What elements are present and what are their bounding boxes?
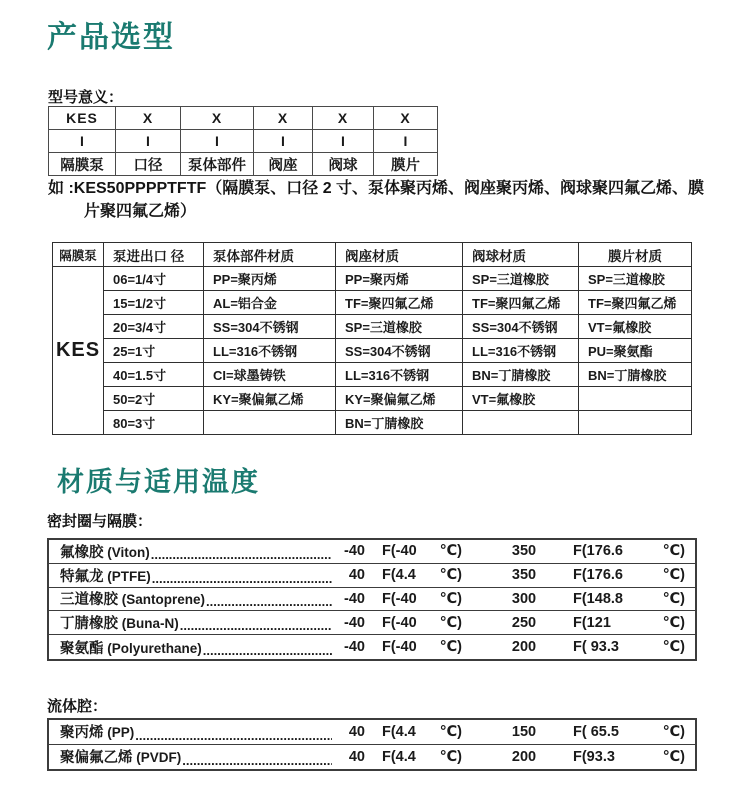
code-cell: X — [116, 107, 181, 130]
series-code-cell: KES — [53, 267, 104, 435]
high-temp-f: 300 — [511, 590, 537, 607]
material-name-en: (PP) — [103, 725, 135, 741]
selection-cell: 15=1/2寸 — [104, 291, 204, 315]
low-temp-f: -40 — [344, 543, 365, 560]
temp-row — [49, 540, 695, 564]
selection-cell: SS=304不锈钢 — [204, 315, 336, 339]
code-cell: 阀球 — [313, 153, 374, 176]
selection-cell: BN=丁腈橡胶 — [579, 363, 692, 387]
temp-row — [49, 720, 695, 745]
table-row — [49, 107, 438, 130]
low-temp-c-unit: ℃) — [439, 567, 462, 584]
dot-leader — [206, 593, 332, 610]
high-temp-f: 200 — [511, 639, 537, 656]
selection-cell: AL=铝合金 — [204, 291, 336, 315]
page-title-product-selection: 产品选型 — [47, 21, 175, 54]
selection-cell: PP=聚丙烯 — [336, 267, 463, 291]
low-temp-f: 40 — [348, 748, 365, 765]
high-temp-c — [573, 567, 685, 583]
high-temp-c — [573, 724, 685, 740]
dot-leader — [151, 546, 332, 563]
low-temp-c-value: F(4.4 — [382, 723, 416, 740]
material-name — [60, 637, 202, 658]
model-example-text — [48, 177, 708, 223]
high-temp-c — [573, 749, 685, 765]
material-name-cn: 聚偏氟乙烯 — [60, 750, 133, 767]
material-name-en: (Buna-N) — [118, 616, 179, 632]
code-cell: 泵体部件 — [181, 153, 254, 176]
low-temp-c-unit: ℃) — [439, 723, 462, 740]
low-temp-c-value: F(-40 — [382, 590, 417, 607]
selection-cell — [463, 411, 579, 435]
low-temp-c-value: F(-40 — [382, 639, 417, 656]
model-code-table-body — [49, 107, 438, 176]
selection-cell: BN=丁腈橡胶 — [463, 363, 579, 387]
selection-cell: 80=3寸 — [104, 411, 204, 435]
selection-cell: SP=三道橡胶 — [463, 267, 579, 291]
selection-header-row — [53, 243, 692, 267]
low-temp-c — [382, 724, 462, 740]
low-temp-c-unit: ℃) — [439, 639, 462, 656]
material-name-en: (Polyurethane) — [103, 640, 202, 656]
selection-cell: LL=316不锈钢 — [204, 339, 336, 363]
table-row — [53, 315, 692, 339]
material-name-en: (Santoprene) — [118, 592, 206, 608]
code-cell: X — [313, 107, 374, 130]
column-header: 阀座材质 — [336, 243, 463, 267]
material-name — [60, 541, 150, 562]
high-temp-c-value: F(176.6 — [573, 543, 623, 560]
material-name-en: (PVDF) — [132, 750, 182, 766]
selection-cell: SS=304不锈钢 — [463, 315, 579, 339]
code-cell: 膜片 — [374, 153, 438, 176]
low-temp-c — [382, 591, 462, 607]
code-cell: I — [116, 130, 181, 153]
material-name-cn: 氟橡胶 — [60, 544, 104, 561]
selection-cell: 06=1/4寸 — [104, 267, 204, 291]
high-temp-f: 250 — [511, 614, 537, 631]
selection-cell: 25=1寸 — [104, 339, 204, 363]
high-temp-f: 350 — [511, 543, 537, 560]
material-name-en: (PTFE) — [103, 568, 151, 584]
low-temp-c-unit: ℃) — [439, 748, 462, 765]
selection-cell: VT=氟橡胶 — [579, 315, 692, 339]
low-temp-c — [382, 615, 462, 631]
table-row — [53, 387, 692, 411]
table-row — [53, 291, 692, 315]
code-cell: 隔膜泵 — [49, 153, 116, 176]
dot-leader — [182, 752, 332, 769]
selection-cell — [579, 411, 692, 435]
selection-cell: LL=316不锈钢 — [463, 339, 579, 363]
high-temp-c-unit: ℃) — [662, 723, 685, 740]
high-temp-f: 350 — [511, 567, 537, 584]
selection-cell: PP=聚丙烯 — [204, 267, 336, 291]
code-cell: X — [374, 107, 438, 130]
temp-row — [49, 635, 695, 659]
high-temp-f: 200 — [511, 748, 537, 765]
code-cell: I — [313, 130, 374, 153]
temp-row — [49, 611, 695, 635]
low-temp-c-value: F(-40 — [382, 614, 417, 631]
code-cell: 口径 — [116, 153, 181, 176]
model-meaning-label: 型号意义： — [48, 89, 124, 106]
column-header: 泵体部件材质 — [204, 243, 336, 267]
material-name-cn: 聚丙烯 — [60, 725, 104, 742]
selection-cell: 20=3/4寸 — [104, 315, 204, 339]
material-name-cn: 三道橡胶 — [60, 592, 118, 609]
seal-temperature-table — [47, 538, 697, 661]
material-name-cn: 聚氨酯 — [60, 640, 104, 657]
low-temp-c — [382, 543, 462, 559]
high-temp-c-value: F( 65.5 — [573, 723, 619, 740]
code-cell: KES — [49, 107, 116, 130]
low-temp-c — [382, 567, 462, 583]
code-cell: X — [254, 107, 313, 130]
code-cell: I — [181, 130, 254, 153]
low-temp-f: -40 — [344, 639, 365, 656]
selection-cell — [204, 411, 336, 435]
material-name-en: (Viton) — [103, 544, 150, 560]
code-cell: 阀座 — [254, 153, 313, 176]
table-row — [49, 130, 438, 153]
low-temp-c — [382, 749, 462, 765]
table-row — [53, 339, 692, 363]
model-code-table — [48, 106, 438, 176]
selection-cell: TF=聚四氟乙烯 — [579, 291, 692, 315]
code-cell: I — [374, 130, 438, 153]
low-temp-c-unit: ℃) — [439, 543, 462, 560]
high-temp-c — [573, 591, 685, 607]
material-name — [60, 612, 179, 633]
seal-diaphragm-label: 密封圈与隔膜： — [47, 513, 153, 530]
high-temp-c-unit: ℃) — [662, 590, 685, 607]
high-temp-c-unit: ℃) — [662, 748, 685, 765]
dot-leader — [135, 727, 332, 744]
column-header: 膜片材质 — [579, 243, 692, 267]
column-header: 隔膜泵 — [53, 243, 104, 267]
material-name — [60, 588, 205, 609]
low-temp-c-value: F(4.4 — [382, 567, 416, 584]
high-temp-c-value: F(93.3 — [573, 748, 615, 765]
high-temp-c — [573, 615, 685, 631]
column-header: 泵进出口 径 — [104, 243, 204, 267]
dot-leader — [152, 570, 332, 587]
selection-cell: PU=聚氨酯 — [579, 339, 692, 363]
high-temp-c-unit: ℃) — [662, 639, 685, 656]
material-name — [60, 746, 181, 767]
code-cell: I — [254, 130, 313, 153]
dot-leader — [180, 617, 332, 634]
fluid-temperature-table — [47, 718, 697, 771]
selection-cell: 50=2寸 — [104, 387, 204, 411]
selection-table-body — [53, 267, 692, 435]
table-row — [49, 153, 438, 176]
temp-row — [49, 588, 695, 612]
model-example-line1: 如 :KES50PPPPTFTF（隔膜泵、口径 2 寸、泵体聚丙烯、阀座聚丙烯、阀球聚四氟乙烯、膜 — [48, 180, 705, 197]
high-temp-c-value: F(176.6 — [573, 567, 623, 584]
high-temp-c-value: F( 93.3 — [573, 639, 619, 656]
low-temp-c-unit: ℃) — [439, 614, 462, 631]
material-selection-table — [52, 242, 692, 435]
low-temp-f: -40 — [344, 590, 365, 607]
selection-cell: LL=316不锈钢 — [336, 363, 463, 387]
selection-cell — [579, 387, 692, 411]
table-row — [53, 363, 692, 387]
column-header: 阀球材质 — [463, 243, 579, 267]
high-temp-c-unit: ℃) — [662, 614, 685, 631]
low-temp-c — [382, 639, 462, 655]
selection-cell: SP=三道橡胶 — [336, 315, 463, 339]
selection-cell: KY=聚偏氟乙烯 — [204, 387, 336, 411]
high-temp-c-value: F(148.8 — [573, 590, 623, 607]
low-temp-f: 40 — [348, 723, 365, 740]
table-row — [53, 267, 692, 291]
high-temp-f: 150 — [511, 723, 537, 740]
model-example-line2: 片聚四氟乙烯） — [84, 203, 197, 220]
low-temp-f: 40 — [348, 567, 365, 584]
high-temp-c — [573, 543, 685, 559]
code-cell: X — [181, 107, 254, 130]
low-temp-c-value: F(4.4 — [382, 748, 416, 765]
low-temp-c-unit: ℃) — [439, 590, 462, 607]
high-temp-c-unit: ℃) — [662, 543, 685, 560]
low-temp-f: -40 — [344, 614, 365, 631]
selection-cell: KY=聚偏氟乙烯 — [336, 387, 463, 411]
temp-row — [49, 745, 695, 770]
material-name-cn: 丁腈橡胶 — [60, 616, 118, 633]
selection-cell: SS=304不锈钢 — [336, 339, 463, 363]
selection-cell: TF=聚四氟乙烯 — [336, 291, 463, 315]
selection-cell: VT=氟橡胶 — [463, 387, 579, 411]
selection-cell: SP=三道橡胶 — [579, 267, 692, 291]
page-title-material-temperature: 材质与适用温度 — [57, 467, 260, 497]
temp-row — [49, 564, 695, 588]
selection-cell: TF=聚四氟乙烯 — [463, 291, 579, 315]
selection-cell: CI=球墨铸铁 — [204, 363, 336, 387]
table-row — [53, 411, 692, 435]
low-temp-c-value: F(-40 — [382, 543, 417, 560]
dot-leader — [203, 642, 332, 659]
high-temp-c — [573, 639, 685, 655]
code-cell: I — [49, 130, 116, 153]
high-temp-c-value: F(121 — [573, 614, 611, 631]
fluid-chamber-label: 流体腔： — [47, 698, 108, 715]
material-name-cn: 特氟龙 — [60, 568, 104, 585]
material-name — [60, 721, 134, 742]
high-temp-c-unit: ℃) — [662, 567, 685, 584]
selection-cell: 40=1.5寸 — [104, 363, 204, 387]
material-name — [60, 565, 151, 586]
selection-cell: BN=丁腈橡胶 — [336, 411, 463, 435]
